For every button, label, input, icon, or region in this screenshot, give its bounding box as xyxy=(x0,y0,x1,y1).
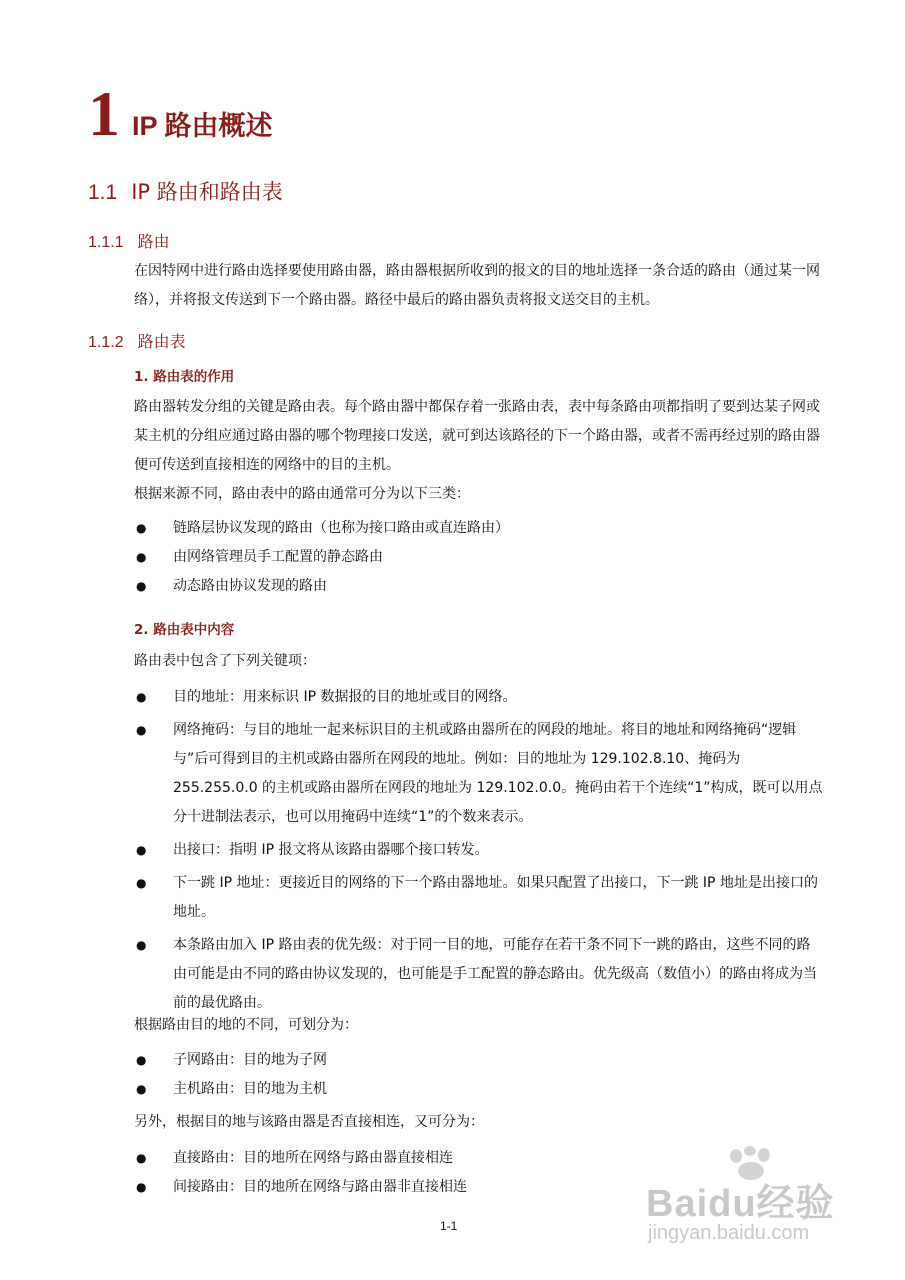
section-heading-1-1-2 xyxy=(88,329,186,352)
list-item-text: 链路层协议发现的路由（也称为接口路由或直连路由） xyxy=(173,520,509,536)
list-item xyxy=(134,836,824,865)
bullet-icon: ● xyxy=(136,723,147,737)
destination-intro: 根据路由目的地的不同，可划分为： xyxy=(134,1017,358,1033)
destination-list xyxy=(134,1046,824,1104)
list-item-text: 主机路由：目的地为主机 xyxy=(173,1081,327,1097)
watermark-url: jingyan.baidu.com xyxy=(648,1222,810,1244)
list-item xyxy=(134,716,824,832)
bullet-icon: ● xyxy=(136,938,147,952)
chapter-title xyxy=(88,78,273,149)
routing-table-role-paragraph: 路由器转发分组的关键是路由表。每个路由器中都保存着一张路由表，表中每条路由项都指明了要到达某子网或某主机的分组应通过路由器的哪个物理接口发送，就可到达该路径的下一个路由器，或者不需再经过别的路由器便可传送到直接相连的网络中的目的主机。 xyxy=(134,399,820,473)
list-item-text: 网络掩码：与目的地址一起来标识目的主机或路由器所在的网段的地址。将目的地址和网络掩码“逻辑与”后可得到目的主机或路由器所在网段的地址。例如：目的地址为 129.102.8.10、掩码为 255.255.0.0 的主机或路由器所在网段的地址为 129.102.0.0。掩码由若干个连续“1”构成，既可以用点分十进制法表示，也可以用掩码中连续“1”的个数来表示。 xyxy=(173,722,823,825)
list-item xyxy=(134,1075,824,1104)
list-item-text: 动态路由协议发现的路由 xyxy=(173,578,327,594)
bullet-icon: ● xyxy=(136,579,147,593)
list-item-text: 子网路由：目的地为子网 xyxy=(173,1052,327,1068)
connection-intro: 另外，根据目的地与该路由器是否直接相连，又可分为： xyxy=(134,1114,484,1130)
list-item-text: 本条路由加入 IP 路由表的优先级：对于同一目的地，可能存在若干条不同下一跳的路由，这些不同的路由可能是由不同的路由协议发现的，也可能是手工配置的静态路由。优先级高（数值小）的路由将成为当前的最优路由。 xyxy=(173,937,817,1011)
list-item xyxy=(134,869,824,927)
section-heading-1-1 xyxy=(88,176,283,206)
page-number: 1-1 xyxy=(440,1219,458,1233)
subheading-routing-table-content: 2. 路由表中内容 xyxy=(134,622,235,638)
routing-paragraph: 在因特网中进行路由选择要使用路由器，路由器根据所收到的报文的目的地址选择一条合适的路由（通过某一网络），并将报文传送到下一个路由器。路径中最后的路由器负责将报文送交目的主机。 xyxy=(134,263,820,308)
watermark-brand: Baidu经验 xyxy=(646,1183,835,1225)
list-item xyxy=(134,683,824,712)
bullet-icon: ● xyxy=(136,550,147,564)
routing-table-content-list xyxy=(134,683,824,1018)
list-item-text: 目的地址：用来标识 IP 数据报的目的地址或目的网络。 xyxy=(173,689,517,705)
section-number: 1.1 xyxy=(88,181,118,204)
list-item-text: 出接口：指明 IP 报文将从该路由器哪个接口转发。 xyxy=(173,842,489,858)
bullet-icon: ● xyxy=(136,876,147,890)
subheading-routing-table-role: 1. 路由表的作用 xyxy=(134,369,235,385)
bullet-icon: ● xyxy=(136,1082,147,1096)
route-source-intro: 根据来源不同，路由表中的路由通常可分为以下三类： xyxy=(134,486,470,502)
section-title: 路由 xyxy=(137,232,170,251)
baidu-watermark xyxy=(640,1142,850,1252)
list-item xyxy=(134,514,824,543)
list-item xyxy=(134,1046,824,1075)
section-heading-1-1-1 xyxy=(88,229,170,252)
bullet-icon: ● xyxy=(136,1053,147,1067)
bullet-icon: ● xyxy=(136,1151,147,1165)
list-item-text: 下一跳 IP 地址：更接近目的网络的下一个路由器地址。如果只配置了出接口，下一跳 IP 地址是出接口的地址。 xyxy=(173,875,818,920)
list-item xyxy=(134,931,824,1018)
section-number: 1.1.1 xyxy=(88,234,124,251)
chapter-title-text: IP 路由概述 xyxy=(132,111,273,141)
route-source-list xyxy=(134,514,824,601)
list-item-text: 由网络管理员手工配置的静态路由 xyxy=(173,549,383,565)
chapter-number: 1 xyxy=(88,78,120,149)
bullet-icon: ● xyxy=(136,1180,147,1194)
section-title: 路由表 xyxy=(137,332,186,351)
routing-table-content-intro: 路由表中包含了下列关键项： xyxy=(134,653,316,669)
bullet-icon: ● xyxy=(136,521,147,535)
bullet-icon: ● xyxy=(136,690,147,704)
list-item-text: 直接路由：目的地所在网络与路由器直接相连 xyxy=(173,1150,453,1166)
list-item xyxy=(134,543,824,572)
bullet-icon: ● xyxy=(136,843,147,857)
section-title: IP 路由和路由表 xyxy=(131,180,283,204)
list-item xyxy=(134,572,824,601)
list-item-text: 间接路由：目的地所在网络与路由器非直接相连 xyxy=(173,1179,467,1195)
section-number: 1.1.2 xyxy=(88,334,124,351)
